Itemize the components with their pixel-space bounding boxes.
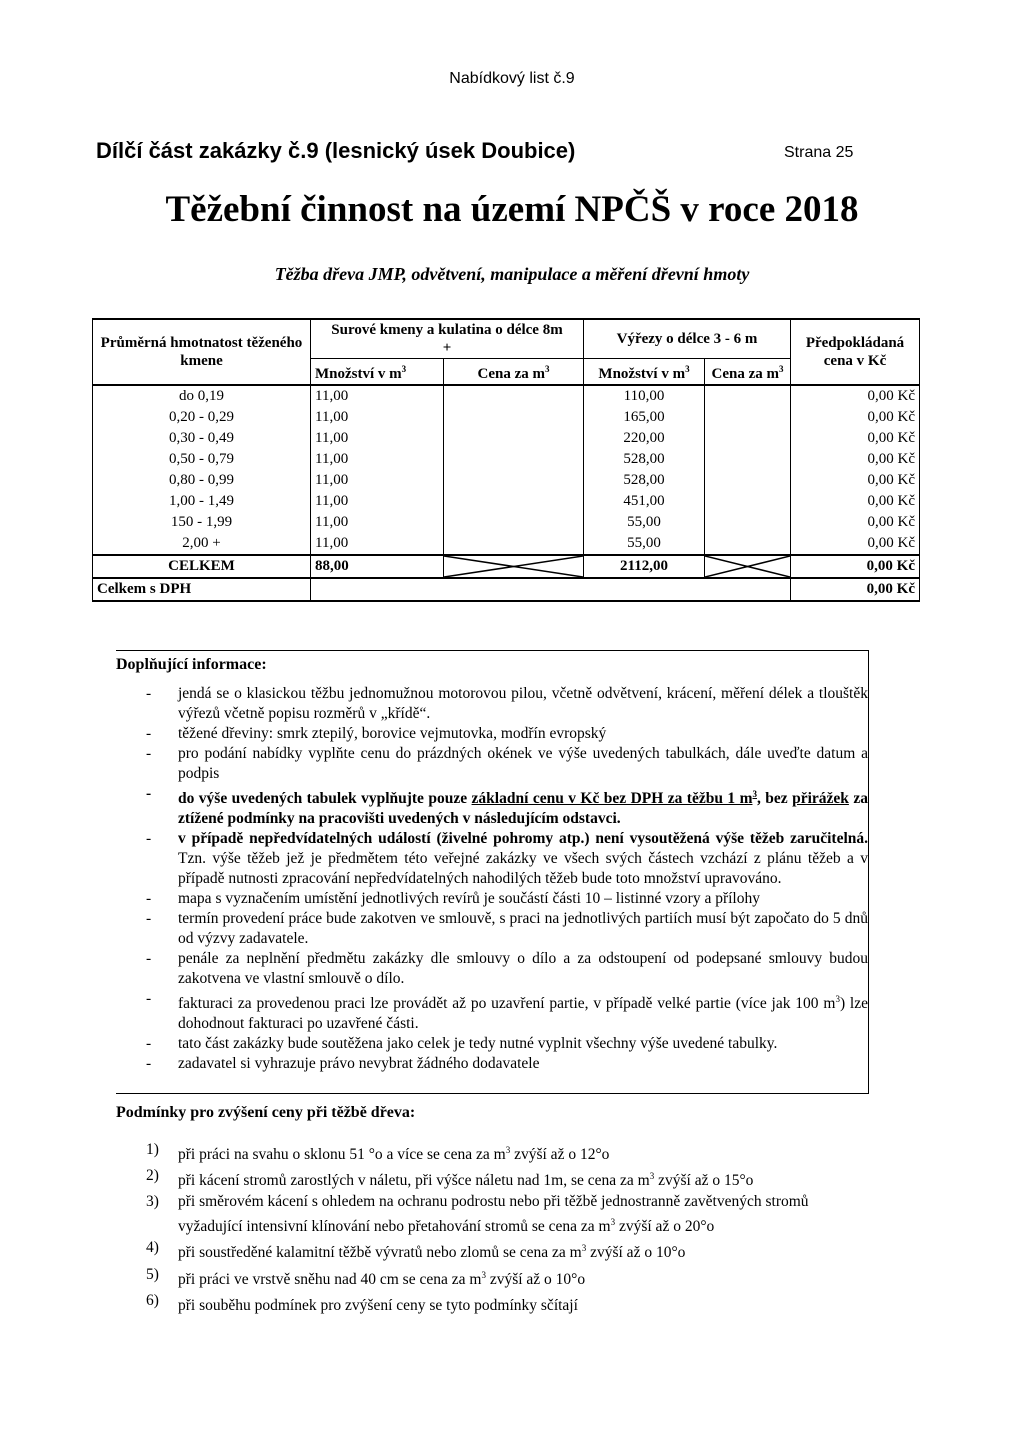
- list-item: [116, 829, 868, 889]
- cell-range: 0,30 - 0,49: [93, 428, 311, 449]
- cell-price-cuts-input[interactable]: [705, 512, 791, 533]
- table-row: [93, 512, 920, 533]
- list-item: - penále za neplnění předmětu zakázky dle smlouvy o dílo a za odstoupení od podepsané smlouvy budou zakotvena ve vlastní smlouvě o dílo.: [116, 949, 868, 989]
- condition-text-b: zvýší až o 15°o: [654, 1172, 754, 1190]
- conditions-list: [116, 1140, 856, 1317]
- sup: 3: [685, 364, 690, 374]
- cell-total-price: 0,00 Kč: [791, 428, 920, 449]
- subheader-qty-1-text: Množství v m: [315, 366, 402, 382]
- cell-price-logs-input[interactable]: [444, 512, 584, 533]
- list-item: [116, 1291, 856, 1316]
- item4-text-c: za ztížené podmínky na pracovišti uvedených v následujícím odstavci.: [178, 790, 868, 828]
- cell-price-logs-input[interactable]: [444, 470, 584, 491]
- condition-text-a: při směrovém kácení s ohledem na ochranu podrostu nebo při těžbě jednostranně zavětvených stromů vyžadující intensivní klínování nebo přetahování stromů se cena za m: [178, 1193, 809, 1236]
- condition-sup: 3: [649, 1171, 655, 1182]
- cell-qty-logs: 11,00: [311, 533, 444, 555]
- condition-text-a: při práci ve vrstvě sněhu nad 40 cm se cena za m: [178, 1270, 482, 1288]
- header-logs: [311, 319, 584, 359]
- total-price: 0,00 Kč: [791, 555, 920, 578]
- cell-range: 2,00 +: [93, 533, 311, 555]
- condition-number: 2): [146, 1167, 159, 1185]
- table-header-row: [93, 319, 920, 359]
- main-title: Těžební činnost na území NPČŠ v roce 2018: [165, 189, 859, 230]
- condition-number: 5): [146, 1265, 159, 1283]
- header-logs-line2: +: [442, 340, 452, 356]
- list-item: [116, 1238, 856, 1263]
- subheader-price-1: [444, 359, 584, 386]
- info-list: [116, 684, 868, 1074]
- cell-qty-logs: 11,00: [311, 512, 444, 533]
- list-item: - mapa s vyznačením umístění jednotlivých revírů je součástí části 10 – listinné vzory a přílohy: [116, 889, 868, 909]
- condition-text-b: zvýší až o 12°o: [510, 1146, 610, 1164]
- cell-range: 150 - 1,99: [93, 512, 311, 533]
- cell-price-logs-input[interactable]: [444, 491, 584, 512]
- cell-range: 0,50 - 0,79: [93, 449, 311, 470]
- subtitle: Těžba dřeva JMP, odvětvení, manipulace a měření dřevní hmoty: [274, 264, 750, 284]
- list-item: - zadavatel si vyhrazuje právo nevybrat žádného dodavatele: [116, 1054, 868, 1074]
- condition-number: 1): [146, 1141, 159, 1158]
- condition-text-a: při kácení stromů zarostlých v náletu, při výšce náletu nad 1m, se cena za m: [178, 1172, 650, 1190]
- total-vat-price: 0,00 Kč: [791, 578, 920, 601]
- list-item: [116, 1140, 856, 1165]
- list-item: [116, 1265, 856, 1290]
- condition-text-b: zvýší až o 10°o: [586, 1244, 686, 1262]
- cell-price-cuts-input[interactable]: [705, 491, 791, 512]
- price-table: [92, 318, 920, 602]
- condition-number: 6): [146, 1291, 159, 1309]
- total-vat-empty: [311, 578, 791, 601]
- info-title: Doplňující informace:: [116, 656, 267, 673]
- cell-total-price: 0,00 Kč: [791, 512, 920, 533]
- cell-price-cuts-input[interactable]: [705, 385, 791, 407]
- table-row: [93, 491, 920, 512]
- header-cuts: Výřezy o délce 3 - 6 m: [584, 319, 791, 359]
- condition-number: 3): [146, 1193, 159, 1211]
- cell-qty-cuts: 220,00: [584, 428, 705, 449]
- cell-qty-cuts: 110,00: [584, 385, 705, 407]
- cell-qty-cuts: 55,00: [584, 512, 705, 533]
- cell-total-price: 0,00 Kč: [791, 533, 920, 555]
- header-weight: Průměrná hmotnatost těženého kmene: [93, 319, 311, 385]
- item5-bold: v případě nepředvídatelných událostí (živelné pohromy atp.) není vysoutěžená výše těžeb zaručitelná.: [178, 830, 868, 848]
- list-item: - tato část zakázky bude soutěžena jako celek je tedy nutné vyplnit všechny výše uvedené tabulky.: [116, 1034, 868, 1054]
- cell-total-price: 0,00 Kč: [791, 491, 920, 512]
- cell-qty-cuts: 528,00: [584, 470, 705, 491]
- item4-underline-a: základní cenu v Kč bez DPH za těžbu 1 m: [471, 790, 753, 808]
- sup: 3: [401, 364, 407, 374]
- subheader-price-1-text: Cena za m: [477, 366, 545, 382]
- list-item: - termín provedení práce bude zakotven ve smlouvě, s praci na jednotlivých partiích musí být započato do 5 dnů od výzvy zadavatele.: [116, 909, 868, 949]
- condition-sup: 3: [481, 1269, 486, 1280]
- subheader-price-2-text: Cena za m: [711, 366, 779, 382]
- cell-price-cuts-input[interactable]: [705, 470, 791, 491]
- table-row: [93, 449, 920, 470]
- list-item: [116, 1192, 856, 1237]
- cell-qty-cuts: 55,00: [584, 533, 705, 555]
- subheader-qty-2-text: Množství v m: [598, 366, 686, 382]
- cell-price-cuts-input[interactable]: [705, 428, 791, 449]
- item5-text: Tzn. výše těžeb jež je předmětem této veřejné zakázky ve všech svých částech vzchází z plánu těžeb a v případě nutnosti zpracování nepředvídatelných nahodilých těžeb bude toto množství upravováno.: [178, 850, 868, 888]
- sup: 3: [779, 364, 784, 374]
- cell-price-cuts-input[interactable]: [705, 407, 791, 428]
- condition-text-a: při práci na svahu o sklonu 51 °o a více se cena za m: [178, 1146, 506, 1164]
- page-number: Strana 25: [784, 144, 854, 161]
- item9-text-b: ) lze dohodnout fakturaci po uzavřené části.: [178, 995, 868, 1033]
- total-vat-row: [93, 578, 920, 601]
- list-item: [116, 989, 868, 1034]
- table-row: [93, 428, 920, 449]
- cell-price-logs-input[interactable]: [444, 428, 584, 449]
- cross-mark: [444, 556, 583, 577]
- item4-sup: 3: [752, 789, 757, 799]
- cell-range: 1,00 - 1,49: [93, 491, 311, 512]
- cell-total-price: 0,00 Kč: [791, 385, 920, 407]
- cell-price-cuts-input[interactable]: [705, 449, 791, 470]
- document-label: Nabídkový list č.9: [449, 70, 575, 87]
- item4-underline-b: přirážek: [792, 790, 849, 808]
- header-price: Předpokládaná cena v Kč: [791, 319, 920, 385]
- condition-text-a: při soustředěné kalamitní těžbě vývratů nebo zlomů se cena za m: [178, 1244, 582, 1262]
- cell-qty-cuts: 528,00: [584, 449, 705, 470]
- cell-range: 0,20 - 0,29: [93, 407, 311, 428]
- total-qty-logs: 88,00: [311, 555, 444, 578]
- total-label: CELKEM: [93, 555, 311, 578]
- cell-total-price: 0,00 Kč: [791, 449, 920, 470]
- cell-price-cuts-input[interactable]: [705, 533, 791, 555]
- total-vat-label: Celkem s DPH: [93, 578, 311, 601]
- header-logs-line1: Surové kmeny a kulatina o délce 8m: [331, 322, 563, 338]
- cell-qty-logs: 11,00: [311, 407, 444, 428]
- part-title: Dílčí část zakázky č.9 (lesnický úsek Doubice): [96, 138, 576, 163]
- cell-range: do 0,19: [93, 385, 311, 407]
- item9-sup: 3: [835, 994, 840, 1005]
- total-qty-cuts: 2112,00: [584, 555, 705, 578]
- sup: 3: [545, 364, 550, 374]
- condition-sup: 3: [610, 1217, 616, 1228]
- subheader-price-2: [705, 359, 791, 386]
- cross-mark: [705, 556, 790, 577]
- crossed-cell: [444, 555, 584, 578]
- cell-qty-cuts: 165,00: [584, 407, 705, 428]
- cell-price-logs-input[interactable]: [444, 449, 584, 470]
- table-row: [93, 470, 920, 491]
- condition-text-a: při souběhu podmínek pro zvýšení ceny se tyto podmínky sčítají: [178, 1296, 578, 1314]
- crossed-cell: [705, 555, 791, 578]
- item9-text-a: fakturaci za provedenou praci lze provádět až po uzavření partie, v případě velké partie (více jak 100 m: [178, 995, 836, 1013]
- list-item: - těžené dřeviny: smrk ztepilý, borovice vejmutovka, modřín evropský: [116, 724, 868, 744]
- condition-number: 4): [146, 1239, 159, 1257]
- cell-qty-logs: 11,00: [311, 470, 444, 491]
- total-row: [93, 555, 920, 578]
- cell-price-logs-input[interactable]: [444, 385, 584, 407]
- item4-text-b: , bez: [756, 790, 793, 808]
- list-item: [116, 784, 868, 829]
- condition-sup: 3: [505, 1145, 511, 1155]
- table-row: [93, 385, 920, 407]
- item4-text-a: do výše uvedených tabulek vyplňujte pouze: [178, 790, 472, 808]
- condition-text-b: zvýší až o 10°o: [485, 1270, 586, 1288]
- table-row: [93, 407, 920, 428]
- condition-sup: 3: [581, 1243, 587, 1254]
- list-item: - jendá se o klasickou těžbu jednomužnou motorovou pilou, včetně odvětvení, krácení, měření délek a tlouštěk výřezů včetně popisu rozměrů v „křídě“.: [116, 684, 868, 724]
- cell-price-logs-input[interactable]: [444, 407, 584, 428]
- cell-qty-logs: 11,00: [311, 385, 444, 407]
- list-item: [116, 1166, 856, 1191]
- subheader-qty-2: [584, 359, 705, 386]
- list-item: - pro podání nabídky vyplňte cenu do prázdných okének ve výše uvedených tabulkách, dále uveďte datum a podpis: [116, 744, 868, 784]
- cell-total-price: 0,00 Kč: [791, 470, 920, 491]
- conditions-title: Podmínky pro zvýšení ceny při těžbě dřeva:: [116, 1104, 416, 1121]
- cell-qty-logs: 11,00: [311, 428, 444, 449]
- cell-qty-cuts: 451,00: [584, 491, 705, 512]
- condition-text-b: zvýší až o 20°o: [615, 1218, 715, 1236]
- cell-total-price: 0,00 Kč: [791, 407, 920, 428]
- subheader-qty-1: [311, 359, 444, 386]
- cell-price-logs-input[interactable]: [444, 533, 584, 555]
- cell-range: 0,80 - 0,99: [93, 470, 311, 491]
- table-row: [93, 533, 920, 555]
- cell-qty-logs: 11,00: [311, 491, 444, 512]
- cell-qty-logs: 11,00: [311, 449, 444, 470]
